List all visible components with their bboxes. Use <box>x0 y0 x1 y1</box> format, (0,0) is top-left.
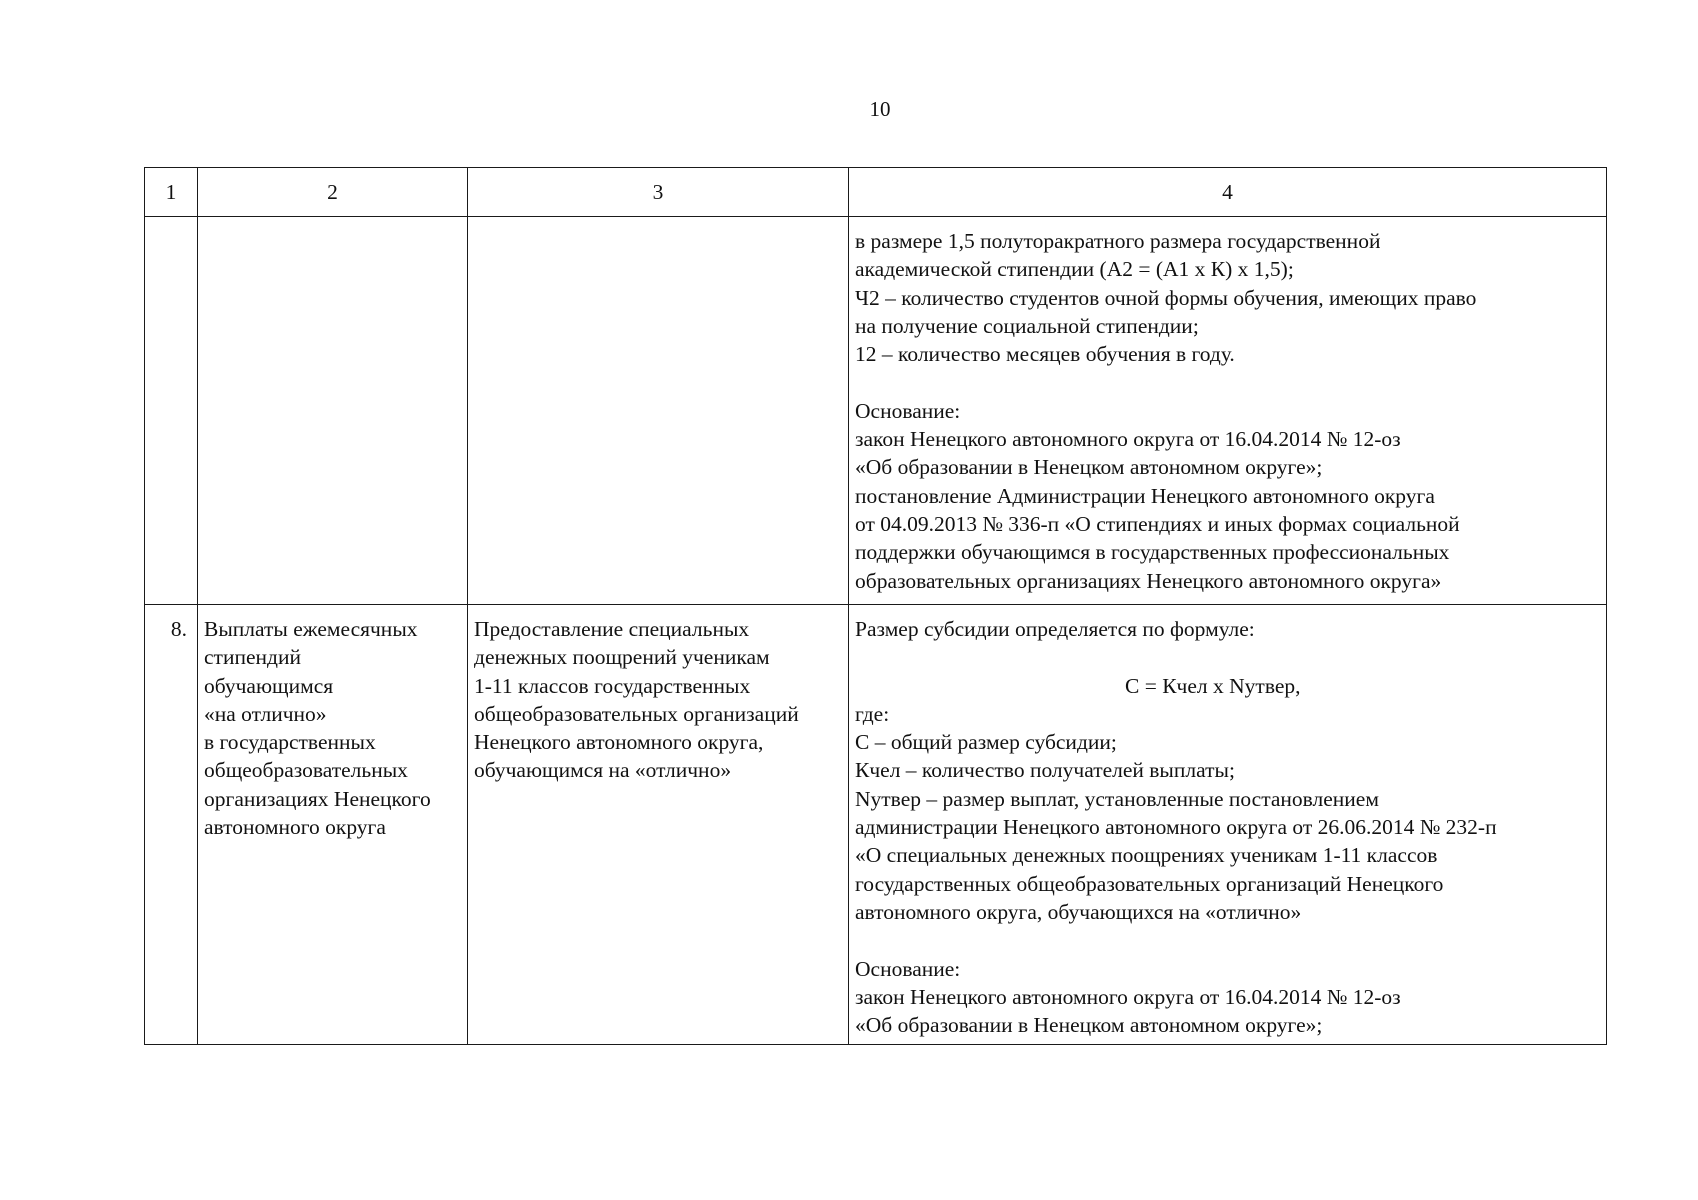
cont-cell-4 <box>849 217 1607 605</box>
col3-text-line: 1-11 классов государственных <box>474 673 751 698</box>
blank-line <box>855 926 1600 954</box>
col3-text-line: денежных поощрений ученикам <box>474 645 770 670</box>
col2-text-line: организациях Ненецкого <box>204 786 431 811</box>
row8-cell-4 <box>849 605 1607 1045</box>
page-number: 10 <box>869 97 891 121</box>
basis-line: закон Ненецкого автономного округа от 16.04.2014 № 12-оз <box>855 984 1401 1009</box>
col2-text-line: общеобразовательных <box>204 758 408 783</box>
header-cell-4: 4 <box>849 168 1607 217</box>
col4-text-line: государственных общеобразовательных организаций Ненецкого <box>855 871 1444 896</box>
basis-line: «Об образовании в Ненецком автономном округе»; <box>855 455 1323 480</box>
col2-text-line: Выплаты ежемесячных <box>204 617 418 641</box>
cont-text-line: на получение социальной стипендии; <box>855 313 1199 338</box>
basis-line: постановление Администрации Ненецкого автономного округа <box>855 483 1435 508</box>
col4-text-line: где: <box>855 701 890 726</box>
col4-text-line: Кчел – количество получателей выплаты; <box>855 758 1235 783</box>
table-header-row <box>145 168 1607 217</box>
basis-title: Основание: <box>855 398 961 423</box>
header-cell-1: 1 <box>145 168 198 217</box>
row8-cell-2 <box>198 605 468 1045</box>
col2-text-line: автономного округа <box>204 815 386 840</box>
document-table <box>144 167 1607 1045</box>
col3-text-line: общеобразовательных организаций <box>474 701 799 726</box>
row8-cell-3 <box>468 605 849 1045</box>
header-cell-2: 2 <box>198 168 468 217</box>
col3-text-line: Предоставление специальных <box>474 617 750 641</box>
col3-text-line: обучающимся на «отлично» <box>474 758 732 783</box>
cont-text-line: академической стипендии (А2 = (А1 х К) х 1,5); <box>855 257 1294 282</box>
row-number-cell <box>145 605 198 1045</box>
cont-text-line: Ч2 – количество студентов очной формы обучения, имеющих право <box>855 285 1477 310</box>
col4-text-line: Nутвер – размер выплат, установленные постановлением <box>855 786 1379 811</box>
cont-text-line: в размере 1,5 полуторакратного размера государственной <box>855 229 1381 253</box>
header-cell-3: 3 <box>468 168 849 217</box>
blank-line <box>855 368 1600 396</box>
basis-line: поддержки обучающимся в государственных профессиональных <box>855 540 1450 565</box>
col2-text-line: стипендий <box>204 645 301 670</box>
cont-cell-1 <box>145 217 198 605</box>
col2-text-line: в государственных <box>204 730 376 755</box>
cont-text-line: 12 – количество месяцев обучения в году. <box>855 342 1235 367</box>
cont-cell-2 <box>198 217 468 605</box>
col4-text-line: автономного округа, обучающихся на «отлично» <box>855 899 1302 924</box>
basis-line: закон Ненецкого автономного округа от 16.04.2014 № 12-оз <box>855 427 1401 452</box>
basis-line: «Об образовании в Ненецком автономном округе»; <box>855 1013 1323 1038</box>
cont-cell-3 <box>468 217 849 605</box>
col2-text-line: «на отлично» <box>204 701 327 726</box>
col4-text-line: «О специальных денежных поощрениях ученикам 1-11 классов <box>855 843 1438 868</box>
table-row-8 <box>145 605 1607 1045</box>
formula-intro: Размер субсидии определяется по формуле: <box>855 617 1255 641</box>
table-row-continuation <box>145 217 1607 605</box>
basis-title: Основание: <box>855 956 961 981</box>
basis-line: образовательных организациях Ненецкого автономного округа» <box>855 568 1442 593</box>
blank-line <box>855 643 1600 671</box>
col4-text-line: С – общий размер субсидии; <box>855 730 1117 755</box>
col2-text-line: обучающимся <box>204 673 334 698</box>
basis-line: от 04.09.2013 № 336-п «О стипендиях и иных формах социальной <box>855 511 1460 536</box>
row-number: 8. <box>170 617 187 641</box>
col3-text-line: Ненецкого автономного округа, <box>474 730 764 755</box>
col4-text-line: администрации Ненецкого автономного округа от 26.06.2014 № 232-п <box>855 815 1497 840</box>
subsidy-formula: С = Кчел х Nутвер, <box>1125 673 1301 698</box>
